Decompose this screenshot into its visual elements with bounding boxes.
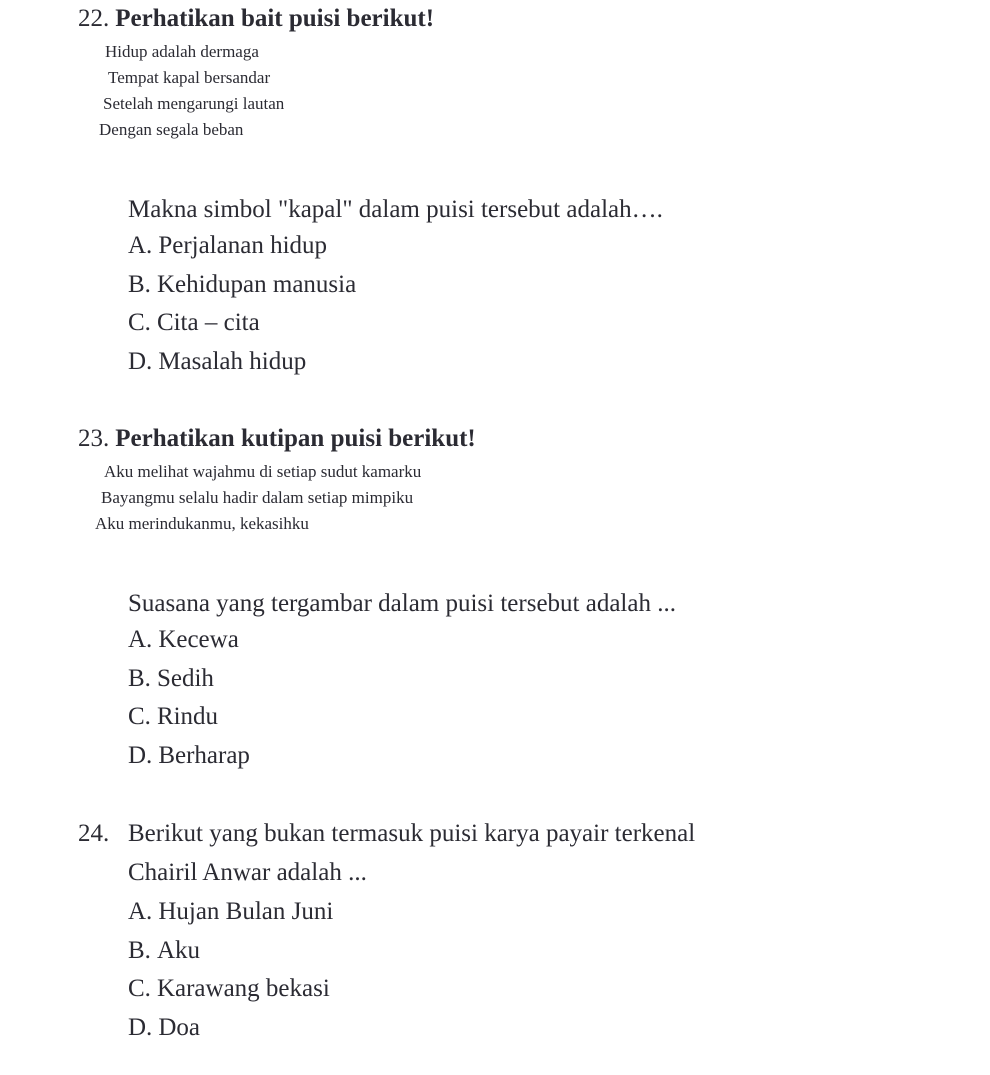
- question-23: [0, 424, 990, 775]
- excerpt-line: Hidup adalah dermaga: [105, 42, 259, 61]
- option-b[interactable]: [128, 266, 990, 305]
- question-23-prompt: Perhatikan kutipan puisi berikut!: [115, 425, 476, 452]
- option-a-letter: A.: [128, 626, 153, 653]
- excerpt-line: Aku melihat wajahmu di setiap sudut kamarku: [104, 462, 422, 481]
- option-d[interactable]: [128, 737, 990, 776]
- option-b-letter: B.: [128, 936, 151, 964]
- excerpt-line: Dengan segala beban: [99, 120, 244, 139]
- question-24-options: [0, 893, 990, 1047]
- option-c[interactable]: [128, 698, 990, 737]
- option-d-letter: D.: [128, 741, 153, 769]
- option-b-label: Kehidupan manusia: [156, 270, 357, 298]
- option-a-label: Perjalanan hidup: [158, 232, 328, 259]
- option-c-label: Cita – cita: [156, 309, 260, 336]
- option-c[interactable]: [128, 970, 990, 1009]
- question-23-excerpt: [0, 459, 990, 537]
- question-24-stem: [0, 814, 990, 892]
- option-a[interactable]: [128, 621, 990, 660]
- question-23-options: [0, 621, 990, 775]
- option-d-letter: D.: [128, 347, 153, 375]
- option-c-label: Rindu: [156, 703, 219, 730]
- option-b-letter: B.: [128, 664, 151, 692]
- option-d[interactable]: [128, 343, 990, 382]
- option-a[interactable]: [128, 893, 990, 932]
- excerpt-line: Aku merindukanmu, kekasihku: [95, 514, 309, 533]
- option-c-letter: C.: [128, 703, 151, 730]
- option-b-label: Aku: [156, 936, 200, 964]
- option-a-letter: A.: [128, 898, 153, 925]
- question-22-heading: [0, 4, 990, 34]
- excerpt-line: Bayangmu selalu hadir dalam setiap mimpiku: [101, 488, 414, 507]
- question-24: [0, 814, 990, 1047]
- option-c-label: Karawang bekasi: [156, 975, 330, 1002]
- question-22-options: [0, 227, 990, 381]
- question-24-stem-line-2: Chairil Anwar adalah ...: [128, 859, 367, 886]
- option-d-label: Berharap: [158, 741, 250, 769]
- option-d-label: Masalah hidup: [158, 347, 307, 375]
- question-22-prompt: Perhatikan bait puisi berikut!: [115, 5, 435, 32]
- question-22-stem: Makna simbol "kapal" dalam puisi tersebut adalah….: [128, 196, 663, 223]
- option-b-letter: B.: [128, 270, 151, 298]
- question-22: [0, 4, 990, 381]
- excerpt-line: Tempat kapal bersandar: [108, 68, 271, 87]
- question-23-heading: [0, 424, 990, 454]
- option-d-label: Doa: [158, 1013, 200, 1041]
- option-b[interactable]: [128, 660, 990, 699]
- option-c-letter: C.: [128, 309, 151, 336]
- option-a-label: Kecewa: [158, 626, 239, 653]
- question-22-excerpt: [0, 39, 990, 143]
- option-b-label: Sedih: [156, 664, 214, 692]
- excerpt-line: Setelah mengarungi lautan: [103, 94, 285, 113]
- option-a-letter: A.: [128, 232, 153, 259]
- option-a[interactable]: [128, 227, 990, 266]
- option-c-letter: C.: [128, 975, 151, 1002]
- option-c[interactable]: [128, 304, 990, 343]
- option-d[interactable]: [128, 1009, 990, 1048]
- question-22-number: 22.: [78, 5, 110, 32]
- question-24-stem-line-1: Berikut yang bukan termasuk puisi karya payair terkenal: [128, 820, 696, 847]
- option-d-letter: D.: [128, 1013, 153, 1041]
- question-23-stem: Suasana yang tergambar dalam puisi tersebut adalah ...: [128, 590, 676, 617]
- question-23-number: 23.: [78, 425, 110, 452]
- option-a-label: Hujan Bulan Juni: [158, 898, 334, 925]
- option-b[interactable]: [128, 932, 990, 971]
- question-24-number: 24.: [78, 820, 110, 847]
